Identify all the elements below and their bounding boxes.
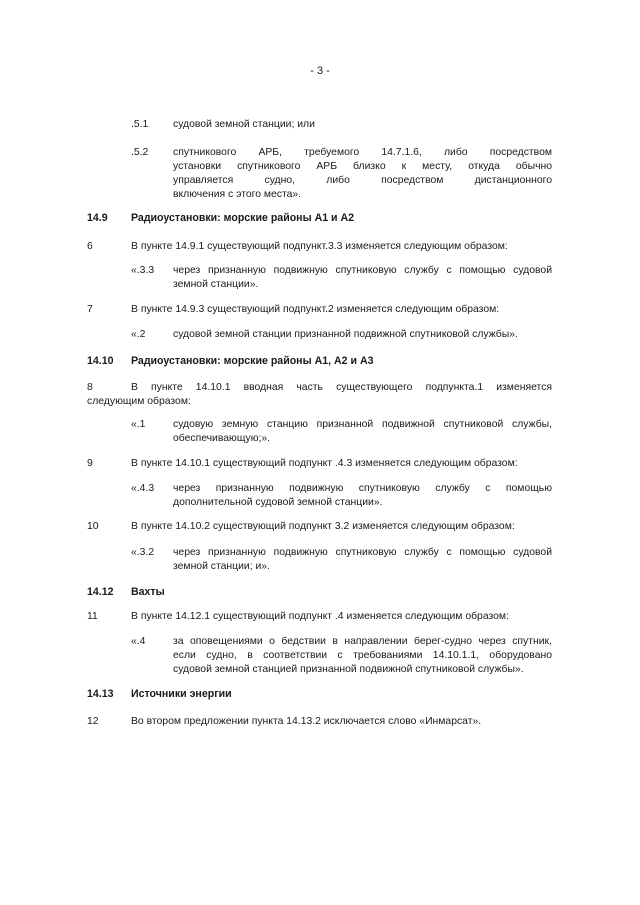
sub-item-text-4-3 [173,482,552,510]
sub-item-label-3-3: «.3.3 [131,265,155,276]
section-title-14-13: Источники энергии [131,688,232,700]
paragraph-text-7: В пункте 14.9.3 существующий подпункт.2 изменяется следующим образом: [131,304,500,315]
paragraph-number-11: 11 [87,611,98,622]
paragraph-number-7: 7 [87,304,93,315]
text-line: судовой земной станцией признанной подвижной спутниковой службы». [173,664,524,675]
text-line: управляется судно, либо посредством дистанционного [173,175,552,186]
sub-item-label-5-1: .5.1 [131,119,149,130]
section-number-14-9: 14.9 [87,212,108,224]
text-line: следующим образом: [87,396,191,407]
sub-item-label-1: «.1 [131,419,146,430]
paragraph-text-12: Во втором предложении пункта 14.13.2 исключается слово «Инмарсат». [131,716,482,727]
paragraph-text-10: В пункте 14.10.2 существующий подпункт 3.2 изменяется следующим образом: [131,521,515,532]
text-line: спутникового АРБ, требуемого 14.7.1.6, либо посредством [173,147,552,158]
sub-item-label-3-2: «.3.2 [131,547,155,558]
section-number-14-10: 14.10 [87,355,114,367]
paragraph-number-9: 9 [87,458,93,469]
text-line: за оповещениями о бедствии в направлении берег-судно через спутник, [173,636,552,647]
paragraph-text-8 [87,381,552,409]
section-number-14-13: 14.13 [87,688,114,700]
text-line: судовую земную станцию признанной подвижной спутниковой службы, [173,419,552,430]
sub-item-text-1 [173,418,552,446]
text-line: через признанную подвижную спутниковую службу с помощью судовой [173,265,552,276]
page-number: - 3 - [310,65,330,77]
text-line: через признанную подвижную спутниковую службу с помощью [173,483,552,494]
paragraph-text-6: В пункте 14.9.1 существующий подпункт.3.3 изменяется следующим образом: [131,241,508,252]
paragraph-number-6: 6 [87,241,93,252]
text-line: дополнительной судовой земной станции». [173,497,383,508]
paragraph-text-11: В пункте 14.12.1 существующий подпункт .4 изменяется следующим образом: [131,611,509,622]
text-line: земной станции». [173,279,259,290]
text-line: земной станции; и». [173,561,270,572]
section-number-14-12: 14.12 [87,586,114,598]
sub-item-text-2: судовой земной станции признанной подвижной спутниковой службы». [173,329,518,340]
text-line: если судно, в соответствии с требованиями 14.10.1.1, оборудовано [173,650,552,661]
sub-item-text-5-2 [173,146,552,202]
sub-item-label-2: «.2 [131,329,146,340]
text-line: установки спутникового АРБ близко к месту, откуда обычно [173,161,552,172]
paragraph-text-9: В пункте 14.10.1 существующий подпункт .4.3 изменяется следующим образом: [131,458,518,469]
sub-item-text-5-1: судовой земной станции; или [173,119,315,130]
section-title-14-9: Радиоустановки: морские районы А1 и А2 [131,212,355,224]
section-title-14-10: Радиоустановки: морские районы А1, А2 и А3 [131,355,374,367]
text-line: обеспечивающую;». [173,433,271,444]
sub-item-label-4: «.4 [131,636,146,647]
paragraph-number-10: 10 [87,521,99,532]
sub-item-label-5-2: .5.2 [131,147,149,158]
paragraph-number-12: 12 [87,716,99,727]
sub-item-text-3-3 [173,264,552,292]
text-line: В пункте 14.10.1 вводная часть существующего подпункта.1 изменяется [131,382,552,393]
text-line: включения с этого места». [173,189,302,200]
text-line: через признанную подвижную спутниковую службу с помощью судовой [173,547,552,558]
sub-item-label-4-3: «.4.3 [131,483,155,494]
paragraph-number-8: 8 [87,382,93,393]
sub-item-text-3-2 [173,546,552,574]
sub-item-text-4 [173,635,552,677]
section-title-14-12: Вахты [131,586,165,598]
